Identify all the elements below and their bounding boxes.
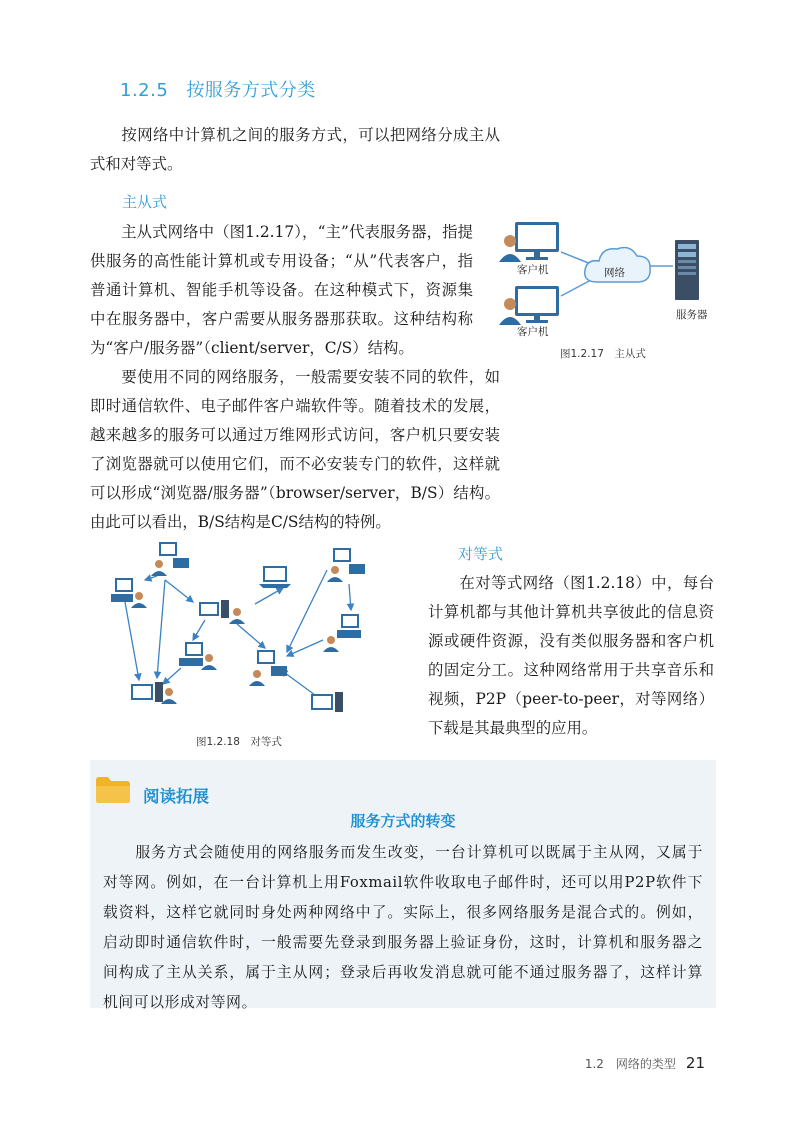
- peer-paragraph: [428, 569, 714, 743]
- peer-heading: 对等式: [458, 545, 504, 563]
- intro-text: 按网络中计算机之间的服务方式，可以把网络分成主从式和对等式。: [90, 126, 500, 173]
- computer-icon: [323, 614, 361, 652]
- computer-icon: [199, 600, 245, 624]
- master-slave-paragraph-2: [90, 363, 500, 537]
- page-number: 21: [685, 1054, 705, 1072]
- master-slave-heading: 主从式: [122, 193, 168, 211]
- figure-1217-caption: 图1.2.17 主从式: [560, 348, 646, 360]
- computer-icon: [327, 548, 365, 582]
- link-line: [561, 252, 591, 264]
- client-label-1: 客户机: [517, 264, 549, 276]
- client-label-2: 客户机: [517, 326, 549, 338]
- master-slave-paragraph-1: [90, 218, 473, 363]
- reading-text: 服务方式会随使用的网络服务而发生改变，一台计算机可以既属于主从网，又属于对等网。例如，在一台计算机上用Foxmail软件收取电子邮件时，还可以用P2P软件下载资料，这样它就同时身处两种网络中了。实际上，很多网络服务是混合式的。例如，启动即时通信软件时，一般需要先登录到服务器上验证身份，这时，计算机和服务器之间构成了主从关系，属于主从网；登录后再收发消息就可能不通过服务器了，这样计算机间可以形成对等网。: [103, 844, 703, 1011]
- page-footer: [585, 1054, 705, 1072]
- computer-icon: [179, 642, 217, 670]
- footer-chapter: 1.2 网络的类型: [584, 1057, 676, 1071]
- figure-1218-diagram: [105, 540, 385, 725]
- server-icon: [675, 240, 699, 300]
- computer-icon: [259, 566, 291, 588]
- section-title: [120, 76, 316, 102]
- figure-1217-diagram: [495, 214, 735, 340]
- figure-1218-caption: 图1.2.18 对等式: [196, 736, 282, 748]
- computer-icon: [111, 578, 147, 608]
- master-slave-text-1: 主从式网络中（图1.2.17），“主”代表服务器，指提供服务的高性能计算机或专用设备；“从”代表客户，指普通计算机、智能手机等设备。在这种模式下，资源集中在服务器中，客户需要从服务器那获取。这种结构称为“客户/服务器”（client/server，C/S）结构。: [90, 223, 473, 357]
- section-number: 1.2.5: [120, 80, 169, 101]
- peer-links: [125, 570, 351, 698]
- server-label: 服务器: [676, 309, 708, 321]
- computer-icon: [249, 650, 287, 686]
- reading-paragraph: [103, 838, 703, 1018]
- master-slave-text-2: 要使用不同的网络服务，一般需要安装不同的软件，如即时通信软件、电子邮件客户端软件等。随着技术的发展，越来越多的服务可以通过万维网形式访问，客户机只要安装了浏览器就可以使用它们，而不必安装专门的软件，这样就可以形成“浏览器/服务器”（browser/server，B/S）结构。由此可以看出，B/S结构是C/S结构的特例。: [90, 368, 500, 531]
- peer-text: 在对等式网络（图1.2.18）中，每台计算机都与其他计算机共享彼此的信息资源或硬件资源，没有类似服务器和客户机的固定分工。这种网络常用于共享音乐和视频，P2P（peer-to-peer，对等网络）下载是其最典型的应用。: [428, 574, 714, 737]
- computer-icon: [515, 286, 559, 323]
- computer-icon: [515, 222, 559, 260]
- computer-icon: [151, 542, 189, 576]
- computer-icon: [131, 682, 177, 704]
- folder-icon: [94, 774, 132, 804]
- network-label: 网络: [604, 267, 625, 279]
- section-title-text: 按服务方式分类: [186, 80, 316, 101]
- reading-heading: 服务方式的转变: [350, 812, 456, 830]
- link-line: [561, 280, 591, 296]
- computer-icon: [311, 692, 343, 712]
- intro-paragraph: [90, 121, 500, 179]
- reading-box-title: 阅读拓展: [143, 787, 209, 806]
